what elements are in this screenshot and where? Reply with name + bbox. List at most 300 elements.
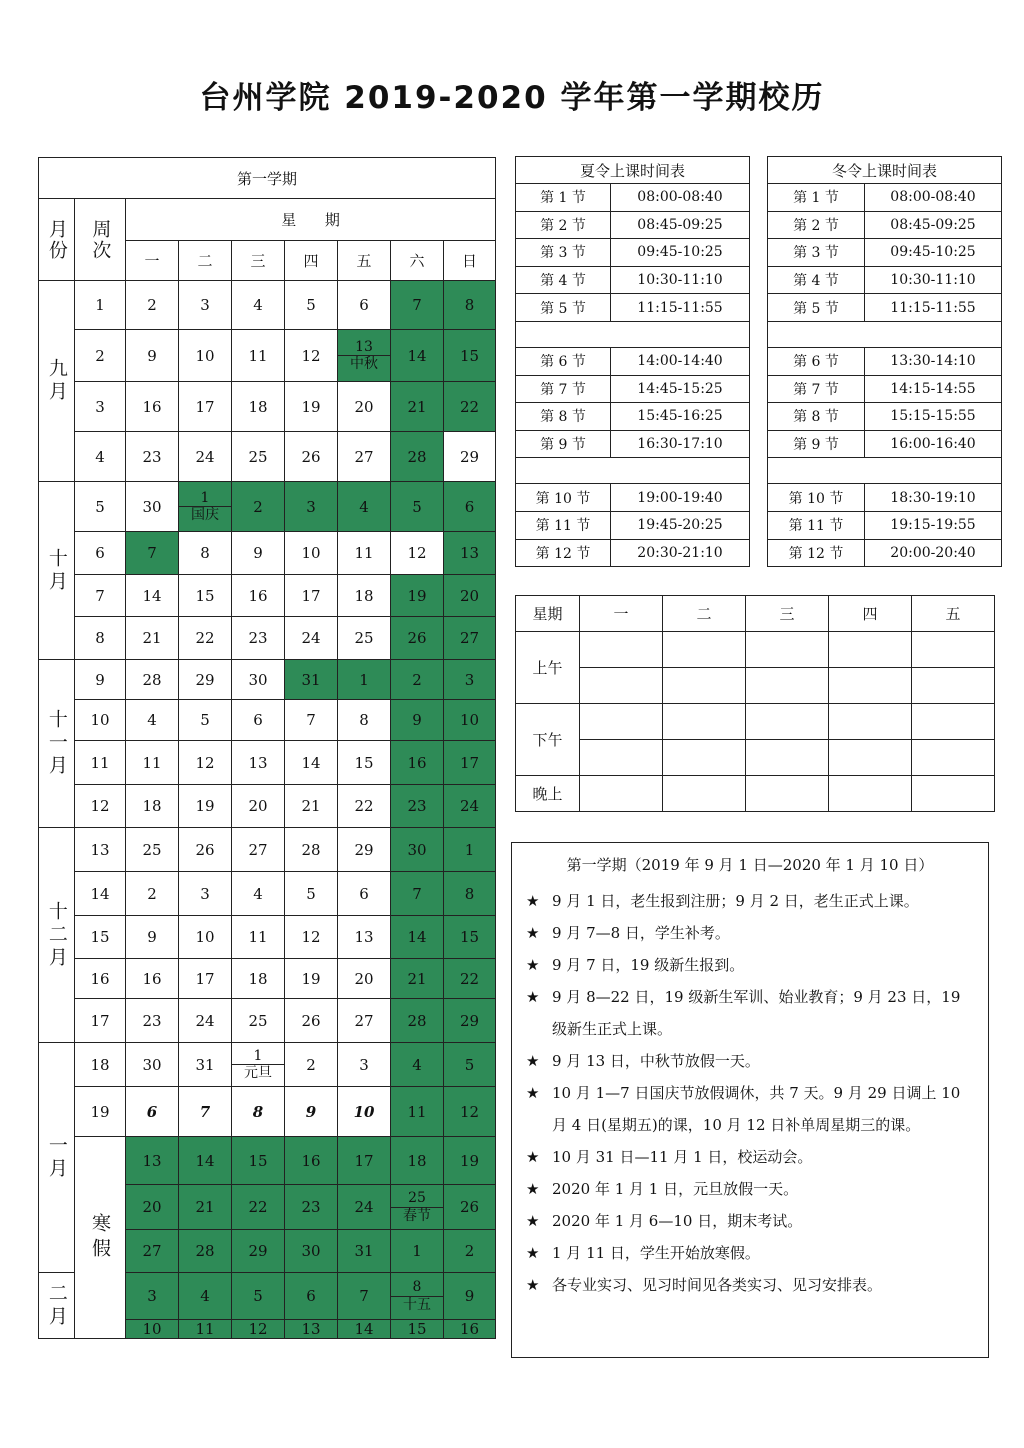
day-cell: 19 [285,382,338,432]
day-cell: 25 [232,999,285,1043]
day-cell: 18 [338,575,391,617]
day-cell: 12 [444,1087,496,1137]
day-cell: 10 [126,1320,179,1339]
day-cell: 7 [285,700,338,741]
week-number: 19 [75,1087,126,1137]
day-cell: 26 [391,617,444,660]
week-number: 13 [75,828,126,872]
week-number: 9 [75,660,126,700]
notes-header: 第一学期（2019 年 9 月 1 日—2020 年 1 月 10 日） [566,856,934,874]
period-time: 09:45-10:25 [611,239,750,267]
holiday-cell [338,330,391,382]
day-cell: 30 [232,660,285,700]
day-cell: 10 [179,916,232,959]
period-time: 16:00-16:40 [865,430,1002,458]
day-cell: 4 [338,482,391,532]
day-cell: 13 [285,1320,338,1339]
day-cell: 15 [444,330,496,382]
period-row [516,184,750,212]
day-cell: 23 [126,999,179,1043]
day-cell: 7 [126,532,179,575]
period-row [516,239,750,267]
note-item [526,1141,974,1173]
period-row [768,347,1002,375]
day-cell: 30 [391,828,444,872]
day-cell: 5 [232,1273,285,1320]
weekday-fri: 五 [912,596,995,632]
period-label: 第 4 节 [516,266,611,294]
day-cell: 21 [391,959,444,999]
week-number: 10 [75,700,126,741]
day-cell: 2 [126,281,179,330]
day-cell: 2 [391,660,444,700]
period-time: 16:30-17:10 [611,430,750,458]
note-text: 2020 年 1 月 1 日，元旦放假一天。 [552,1180,799,1198]
day-cell: 9 [391,700,444,741]
day-cell: 9 [444,1273,496,1320]
day-cell: 28 [391,999,444,1043]
day-cell: 13 [232,741,285,785]
weekday-wed: 三 [746,596,829,632]
day-cell: 17 [444,741,496,785]
month-feb: 二月 [39,1273,75,1339]
day-cell: 13 [338,916,391,959]
day-cell: 8 [444,872,496,916]
note-text: 9 月 13 日，中秋节放假一天。 [552,1052,760,1070]
day-cell: 8 [338,700,391,741]
day-cell: 14 [391,916,444,959]
period-time: 15:15-15:55 [865,403,1002,431]
day-number: 13 [338,339,390,356]
day-cell: 20 [126,1185,179,1230]
period-time: 20:30-21:10 [611,539,750,567]
holiday-cell [179,482,232,532]
page-title: 台州学院 2019-2020 学年第一学期校历 [199,80,825,116]
day-cell: 24 [179,432,232,482]
week-number: 15 [75,916,126,959]
day-cell: 15 [232,1137,285,1185]
month-jan: 一月 [39,1043,75,1273]
break-row [768,458,1002,484]
day-cell: 27 [232,828,285,872]
day-cell: 23 [126,432,179,482]
period-row [768,211,1002,239]
period-time: 09:45-10:25 [865,239,1002,267]
period-label: 第 8 节 [768,403,865,431]
period-label: 第 2 节 [768,211,865,239]
holiday-label: 元旦 [244,1065,272,1081]
week-number: 11 [75,741,126,785]
day-cell: 29 [444,432,496,482]
day-cell: 14 [126,575,179,617]
star-icon: ★ [526,1180,540,1198]
day-cell: 15 [338,741,391,785]
star-icon: ★ [526,1084,540,1102]
day-cell: 4 [232,281,285,330]
day-cell: 8 [232,1087,285,1137]
day-cell: 7 [179,1087,232,1137]
day-cell: 18 [126,785,179,828]
month-column-header: 月份 [39,199,75,281]
note-item [526,981,974,1045]
star-icon: ★ [526,924,540,942]
star-icon: ★ [526,988,540,1006]
week-number: 17 [75,999,126,1043]
period-label: 第 3 节 [768,239,865,267]
day-cell: 3 [338,1043,391,1087]
star-icon: ★ [526,892,540,910]
period-label: 第 12 节 [768,539,865,567]
day-cell: 17 [285,575,338,617]
period-time: 13:30-14:10 [865,347,1002,375]
evening-label: 晚上 [516,776,580,812]
star-icon: ★ [526,956,540,974]
day-cell: 13 [444,532,496,575]
day-cell: 5 [179,700,232,741]
day-cell: 24 [285,617,338,660]
period-row [768,239,1002,267]
day-cell: 24 [338,1185,391,1230]
day-cell: 21 [126,617,179,660]
day-cell: 13 [126,1137,179,1185]
note-text: 1 月 11 日，学生开始放寒假。 [552,1244,760,1262]
week-number: 14 [75,872,126,916]
day-cell: 7 [391,872,444,916]
week-number: 2 [75,330,126,382]
day-cell: 14 [179,1137,232,1185]
note-item [526,1045,974,1077]
note-item [526,1237,974,1269]
period-label: 第 6 节 [768,347,865,375]
day-cell: 16 [126,382,179,432]
period-time: 14:45-15:25 [611,375,750,403]
note-text: 9 月 7 日，19 级新生报到。 [552,956,745,974]
day-cell: 29 [232,1230,285,1273]
period-row [768,539,1002,567]
day-cell: 1 [338,660,391,700]
period-row [768,266,1002,294]
period-time: 14:15-14:55 [865,375,1002,403]
day-cell: 26 [285,432,338,482]
day-cell: 29 [179,660,232,700]
period-label: 第 1 节 [768,184,865,212]
note-item [526,949,974,981]
day-cell: 11 [179,1320,232,1339]
day-cell: 8 [179,532,232,575]
day-cell: 6 [285,1273,338,1320]
holiday-label: 中秋 [350,356,378,372]
week-number: 1 [75,281,126,330]
month-sep: 九月 [39,281,75,482]
day-cell: 31 [338,1230,391,1273]
day-cell: 12 [179,741,232,785]
weekday-header: 星 期 [126,199,496,241]
day-cell: 4 [391,1043,444,1087]
period-row [768,184,1002,212]
day-cell: 12 [391,532,444,575]
period-row [768,375,1002,403]
day-cell: 2 [232,482,285,532]
day-cell: 1 [444,828,496,872]
star-icon: ★ [526,1052,540,1070]
day-cell: 22 [338,785,391,828]
day-cell: 16 [232,575,285,617]
day-number: 8 [391,1279,443,1296]
day-cell: 26 [179,828,232,872]
day-cell: 19 [179,785,232,828]
period-time: 19:00-19:40 [611,484,750,512]
day-cell: 3 [444,660,496,700]
day-cell: 20 [338,382,391,432]
break-row [516,458,750,484]
period-time: 20:00-20:40 [865,539,1002,567]
day-cell: 23 [391,785,444,828]
day-cell: 5 [285,281,338,330]
weekday-5: 六 [391,241,444,281]
week-number: 4 [75,432,126,482]
day-cell: 25 [126,828,179,872]
day-cell: 9 [285,1087,338,1137]
day-cell: 11 [126,741,179,785]
week-number: 18 [75,1043,126,1087]
day-cell: 29 [338,828,391,872]
period-time: 14:00-14:40 [611,347,750,375]
day-cell: 25 [338,617,391,660]
day-cell: 12 [285,916,338,959]
weekday-1: 二 [179,241,232,281]
day-cell: 10 [285,532,338,575]
day-cell: 24 [179,999,232,1043]
day-cell: 9 [126,916,179,959]
day-cell: 19 [391,575,444,617]
day-cell: 10 [338,1087,391,1137]
month-nov: 十一月 [39,660,75,828]
day-cell: 11 [232,330,285,382]
note-text: 10 月 31 日—11 月 1 日，校运动会。 [552,1148,813,1166]
holiday-label: 春节 [403,1207,431,1224]
day-cell: 12 [285,330,338,382]
period-label: 第 1 节 [516,184,611,212]
winter-schedule-table [767,156,1002,567]
day-cell: 6 [444,482,496,532]
holiday-label: 十五 [403,1296,431,1313]
period-time: 19:15-19:55 [865,511,1002,539]
day-cell: 9 [232,532,285,575]
period-label: 第 10 节 [516,484,611,512]
note-text: 9 月 7—8 日，学生补考。 [552,924,730,942]
period-row [768,484,1002,512]
note-item [526,1205,974,1237]
period-time: 19:45-20:25 [611,511,750,539]
day-cell: 11 [338,532,391,575]
day-cell: 2 [444,1230,496,1273]
day-cell: 18 [232,959,285,999]
day-cell: 3 [179,872,232,916]
day-cell: 10 [179,330,232,382]
semester-header: 第一学期 [39,158,496,199]
period-time: 11:15-11:55 [611,294,750,322]
day-cell: 20 [338,959,391,999]
period-label: 第 5 节 [768,294,865,322]
day-cell: 21 [179,1185,232,1230]
day-cell: 28 [391,432,444,482]
note-text: 2020 年 1 月 6—10 日，期末考试。 [552,1212,803,1230]
day-cell: 18 [232,382,285,432]
day-cell: 25 [232,432,285,482]
period-row [768,403,1002,431]
day-cell: 28 [126,660,179,700]
period-row [516,539,750,567]
period-label: 第 5 节 [516,294,611,322]
day-cell: 28 [179,1230,232,1273]
day-cell: 20 [232,785,285,828]
note-item [526,1077,974,1141]
day-cell: 27 [126,1230,179,1273]
semester-notes [511,842,989,1358]
period-time: 18:30-19:10 [865,484,1002,512]
day-cell: 3 [179,281,232,330]
day-cell: 4 [232,872,285,916]
week-number: 12 [75,785,126,828]
day-cell: 1 [391,1230,444,1273]
week-number: 3 [75,382,126,432]
day-cell: 6 [126,1087,179,1137]
day-cell: 8 [444,281,496,330]
day-cell: 6 [338,872,391,916]
period-time: 15:45-16:25 [611,403,750,431]
week-number: 8 [75,617,126,660]
day-cell: 3 [285,482,338,532]
break-row [768,321,1002,347]
period-time: 10:30-11:10 [611,266,750,294]
day-cell: 27 [338,432,391,482]
summer-schedule-table [515,156,750,567]
winter-vacation-label: 寒假 [75,1137,126,1339]
day-cell: 22 [179,617,232,660]
period-row [516,294,750,322]
day-cell: 15 [444,916,496,959]
schedule-title: 夏令上课时间表 [516,157,750,184]
day-cell: 21 [285,785,338,828]
period-time: 08:45-09:25 [865,211,1002,239]
day-cell: 17 [179,959,232,999]
day-cell: 29 [444,999,496,1043]
day-cell: 26 [285,999,338,1043]
weekday-2: 三 [232,241,285,281]
day-cell: 22 [232,1185,285,1230]
period-label: 第 4 节 [768,266,865,294]
period-row [516,430,750,458]
week-number: 16 [75,959,126,999]
weekday-corner: 星期 [516,596,580,632]
star-icon: ★ [526,1244,540,1262]
period-label: 第 11 节 [768,511,865,539]
day-cell: 10 [444,700,496,741]
note-text: 10 月 1—7 日国庆节放假调休，共 7 天。9 月 29 日调上 10 月 4 日(星期五)的课，10 月 12 日补单周星期三的课。 [552,1084,961,1134]
period-time: 08:00-08:40 [611,184,750,212]
school-calendar-table [38,157,496,1339]
period-row [768,511,1002,539]
note-item [526,885,974,917]
day-cell: 5 [444,1043,496,1087]
period-row [516,484,750,512]
weekday-mon: 一 [580,596,663,632]
day-cell: 23 [232,617,285,660]
period-time: 08:00-08:40 [865,184,1002,212]
note-text: 9 月 8—22 日，19 级新生军训、始业教育；9 月 23 日，19 级新生正式上课。 [552,988,961,1038]
day-cell: 16 [126,959,179,999]
day-cell: 4 [126,700,179,741]
period-label: 第 7 节 [516,375,611,403]
day-cell: 27 [338,999,391,1043]
weekly-timetable [515,595,995,812]
period-row [516,511,750,539]
day-cell: 28 [285,828,338,872]
day-cell: 2 [285,1043,338,1087]
weekday-6: 日 [444,241,496,281]
day-cell: 16 [391,741,444,785]
afternoon-label: 下午 [516,704,580,776]
day-cell: 14 [391,330,444,382]
period-label: 第 3 节 [516,239,611,267]
star-icon: ★ [526,1148,540,1166]
day-cell: 11 [232,916,285,959]
day-cell: 30 [126,1043,179,1087]
period-label: 第 11 节 [516,511,611,539]
period-time: 10:30-11:10 [865,266,1002,294]
day-cell: 31 [285,660,338,700]
day-cell: 6 [338,281,391,330]
day-cell: 31 [179,1043,232,1087]
day-cell: 30 [126,482,179,532]
note-item [526,1269,974,1301]
day-cell: 23 [285,1185,338,1230]
day-number: 1 [232,1048,284,1065]
month-dec: 十二月 [39,828,75,1043]
period-label: 第 2 节 [516,211,611,239]
week-number: 7 [75,575,126,617]
day-cell: 19 [285,959,338,999]
star-icon: ★ [526,1276,540,1294]
day-cell: 14 [338,1320,391,1339]
star-icon: ★ [526,1212,540,1230]
period-label: 第 10 节 [768,484,865,512]
day-cell: 24 [444,785,496,828]
day-cell: 21 [391,382,444,432]
period-label: 第 7 节 [768,375,865,403]
weekday-4: 五 [338,241,391,281]
period-time: 11:15-11:55 [865,294,1002,322]
holiday-cell [232,1043,285,1087]
day-cell: 9 [126,330,179,382]
day-cell: 20 [444,575,496,617]
note-text: 各专业实习、见习时间见各类实习、见习安排表。 [552,1276,883,1294]
holiday-label: 国庆 [191,507,219,523]
period-row [768,430,1002,458]
day-cell: 12 [232,1320,285,1339]
holiday-cell [391,1185,444,1230]
week-column-header: 周次 [75,199,126,281]
day-number: 25 [391,1190,443,1207]
weekday-thu: 四 [829,596,912,632]
day-cell: 4 [179,1273,232,1320]
day-cell: 7 [391,281,444,330]
morning-label: 上午 [516,632,580,704]
period-time: 08:45-09:25 [611,211,750,239]
day-cell: 3 [126,1273,179,1320]
break-row [516,321,750,347]
day-cell: 11 [391,1087,444,1137]
